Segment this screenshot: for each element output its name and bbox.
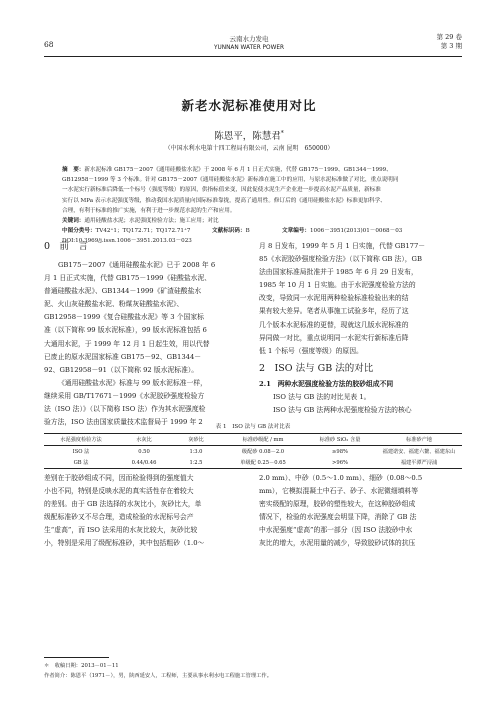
intro-paragraph-line: 普通硅酸盐水泥》、GB1344－1999《矿渣硅酸盐水	[44, 287, 202, 296]
authors	[0, 128, 498, 142]
journal-name	[0, 35, 498, 53]
body-line: ISO 法与 GB 法两种水泥强度检验方法的核心	[273, 406, 412, 415]
keywords: 关键词：通用硅酸盐水泥；水泥强度检验方法；施工应用；对比	[62, 218, 219, 225]
table-cell: 1∶2.5	[189, 459, 203, 466]
body-line: 低 1 个标号（强度等级）的原因。	[259, 346, 363, 355]
body-line: 中水泥强度“虚高”的那一部分（因 ISO 法胶砂中水	[259, 526, 413, 535]
abstract-line-3: 一水泥实行新标准后降低一个标号（强度等级）的原因，供指标值来变，因此促使水泥生产企业进一步提高水泥产品质量，新标准	[62, 187, 381, 194]
section-heading-2: 2 ISO 法与 GB 法的对比	[259, 362, 374, 374]
abstract-line-4: 实行以 MPa 表示水泥强度等级，推动我国水泥质量向国际标准靠拢，提高了通用性。修订后的《通用硅酸盐水泥》标准更加科学、	[62, 197, 386, 204]
section-heading-intro: 0 前 言	[44, 241, 89, 252]
body-line: 85《水泥胶砂强度检验方法》（以下简称 GB 法），GB	[259, 255, 422, 264]
intro-paragraph-line: 准（以下简称 99 版水泥标准），99 版水泥标准包括 6	[44, 326, 207, 335]
table-cell: GB 法	[73, 460, 89, 466]
volume-issue	[437, 33, 462, 51]
received-date: ＊ 收稿日期：2013－01－11	[44, 663, 119, 669]
body-line: 改变，导致同一水泥用两种检验标准检验出来的结	[259, 294, 409, 303]
table-header-cell: 标准砂产地	[406, 437, 432, 443]
table-cell: >96%	[332, 459, 348, 466]
intro-paragraph-line: GB175－2007《通用硅酸盐水泥》已于 2008 年 6	[58, 261, 216, 269]
body-line: 月 8 日发布，1999 年 5 月 1 日实施，代替 GB177－	[259, 242, 426, 250]
bottom-right-column	[259, 472, 465, 551]
header-rule	[44, 56, 462, 57]
body-line: 的差别。由于 GB 法选择的水灰比小，灰砂比大，单	[44, 500, 202, 509]
article-title: 新老水泥标准使用对比	[181, 98, 317, 113]
table-row	[44, 457, 462, 469]
page-number: 68	[44, 40, 54, 49]
article-number: 文章编号：1006－3951(2013)01－0068－03	[282, 228, 403, 235]
body-line: 差别在于胶砂组成不同，因而检验得到的强度值大	[44, 474, 194, 482]
bottom-left-column	[44, 472, 249, 551]
table-header-cell: 标准砂级配 / mm	[242, 437, 284, 443]
left-column	[44, 239, 249, 429]
body-line: 1985 年 10 月 1 日实施。由于水泥强度检验方法的	[259, 281, 416, 290]
body-line: 生“虚高”，而 ISO 法采用的水灰比较大，灰砂比较	[44, 526, 198, 535]
intro-paragraph-line: 继续采用 GB/T17671－1999《水泥胶砂强度检验方	[44, 391, 205, 400]
keywords-label: 关键词：	[62, 218, 85, 225]
intro-paragraph-line: 法（ISO 法）》（以下简称 ISO 法）作为其水泥强度检	[44, 405, 206, 414]
right-column	[259, 240, 465, 417]
table-caption: 表 1 ISO 法与 GB 法对比表	[215, 424, 291, 430]
table-header-cell: 灰砂比	[188, 437, 204, 443]
body-line: 密实级配的原理，胶砂的塑性较大，在这种胶砂组成	[259, 500, 416, 509]
body-line: 法由国家标准局批准并于 1985 年 6 月 29 日发布，	[259, 268, 418, 277]
table-cell: 福建平潭严浔浦	[400, 460, 438, 466]
body-line: 灰比的增大，水泥用量的减少，导致胶砂试体的抗压	[259, 539, 416, 548]
author-bio: 作者简介：陈恩平（1971－），男，陕西延安人，工程师，主要从事水利水电工程施工管理工作。	[44, 673, 273, 679]
table-cell: ISO 法	[72, 449, 90, 455]
abstract-line-2: GB12958－1999 等 3 个标准。针对 GB175－2007《通用硅酸盐水泥》新标准在施工中的应用，与原水泥标准做了对比，重点说明同	[62, 177, 399, 184]
abstract-line-5: 合理，有利于标准的推广实施，有利于进一步规范水泥的生产和应用。	[62, 207, 236, 214]
intro-paragraph-line: 泥、火山灰硅酸盐水泥、粉煤灰硅酸盐水泥》、	[44, 300, 184, 309]
table-cell: 0.50	[138, 448, 150, 455]
table-header-row	[44, 434, 462, 446]
abstract-block	[62, 165, 440, 247]
intro-paragraph-line: GB12958－1999《复合硅酸盐水泥》等 3 个国家标	[44, 313, 204, 322]
table-cell: 0.44/0.46	[131, 459, 157, 466]
body-line: 情况下，检验的水泥强度会明显下降，消除了 GB 法	[259, 513, 417, 522]
body-line: 异同做一对比，重点说明同一水泥实行新标准后降	[259, 333, 409, 342]
abstract-label: 摘 要：	[62, 167, 85, 173]
author-names: 陈恩平，陈慧君	[214, 131, 281, 142]
table-header-cell: 标准砂 SiO₂ 含量	[319, 437, 361, 443]
abstract-line-1: 摘 要：新水泥标准 GB175－2007《通用硅酸盐水泥》于 2008 年 6 月 1 日正式实施，代替 GB175－1999、GB1344－1999、	[62, 167, 392, 173]
comparison-table	[44, 433, 462, 469]
table-cell: 单级配 0.25－0.65	[240, 460, 286, 466]
body-line: 2.0 mm）、中砂（0.5～1.0 mm）、细砂（0.08～0.5	[259, 474, 423, 482]
body-line: mm），它模拟混凝土中石子、砂子、水泥微细填料等	[259, 487, 419, 496]
document-code: 文献标识码：B	[212, 228, 250, 235]
subsection-heading-2-1: 2.1 两种水泥强度检验方法的胶砂组成不同	[259, 379, 394, 388]
table-header-cell: 水泥强度检验方法	[60, 437, 102, 443]
intro-paragraph-line: 《通用硅酸盐水泥》标准与 99 版水泥标准一样，	[58, 378, 207, 387]
table-cell: 级配砂 0.08－2.0	[241, 449, 285, 455]
volume: 第 29 卷	[436, 33, 462, 41]
table-cell: 福建诺安、福建六鳌、福建东山	[382, 449, 456, 455]
body-line: 小也不同，特别是反映水泥的真实活性存在着较大	[44, 487, 194, 496]
table-cell: ≥98%	[332, 448, 348, 455]
body-line: ISO 法与 GB 法的对比见表 1。	[273, 392, 371, 401]
journal-name-en: YUNNAN WATER POWER	[213, 45, 285, 51]
table-row	[44, 446, 462, 458]
intro-paragraph-line: 已废止的原水泥国家标准 GB175－92、GB1344－	[44, 352, 202, 361]
clc-number: 中图分类号：TV42⁺1；TQ172.71；TQ172.71⁺7	[62, 228, 191, 235]
intro-paragraph-line: 大通用水泥，于 1999 年 12 月 1 日起生效，用以代替	[44, 339, 210, 348]
author-mark: *	[280, 129, 284, 137]
affiliation: （中国水利水电第十四工程局有限公司，云南 昆明 650000）	[164, 145, 334, 152]
issue: 第 3 期	[440, 42, 462, 50]
body-line: 果有较大差异。笔者从事施工试验多年，经历了这	[259, 307, 409, 316]
table-cell: 1∶3.0	[189, 448, 203, 455]
footnote	[44, 661, 462, 681]
journal-name-cn: 云南水力发电	[229, 35, 269, 43]
intro-paragraph-line: 92、GB12958－91（以下简称 92 版水泥标准）。	[44, 365, 199, 374]
intro-paragraph-line: 月 1 日正式实施，代替 GB175－1999《硅酸盐水泥、	[44, 274, 212, 283]
intro-paragraph-line: 验方法，ISO 法由国家质量技术监督局于 1999 年 2	[44, 418, 203, 427]
footnote-rule	[44, 657, 109, 658]
table-header-cell: 水灰比	[136, 437, 152, 443]
doi: DOI:10.3969/j.issn.1006－3951.2013.03－023	[62, 238, 192, 245]
body-line: 几个版本水泥标准的更替，现就这几版水泥标准的	[259, 320, 409, 329]
body-line: 小，特别是采用了级配标准砂，其中包括粗砂（1.0～	[44, 539, 205, 548]
classification-row	[62, 226, 440, 236]
body-line: 级配标准砂又不尽合理，造成检验的水泥标号会产	[44, 513, 194, 522]
